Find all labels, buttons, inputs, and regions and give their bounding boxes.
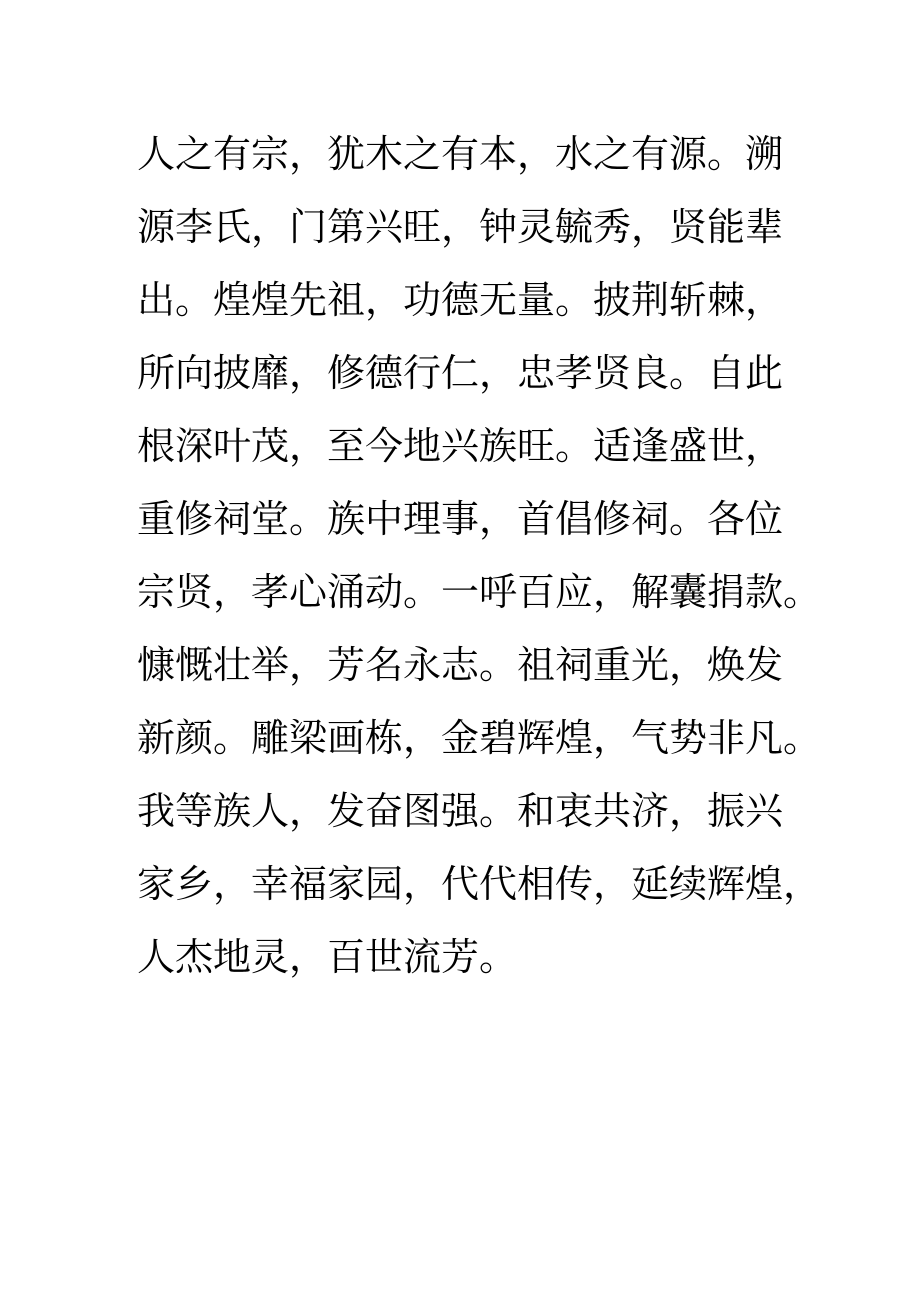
text-line: 新颜。雕梁画栋，金碧辉煌，气势非凡。 [137, 716, 822, 760]
text-line: 人之有宗，犹木之有本，水之有源。溯 [137, 132, 784, 176]
text-line: 慷慨壮举，芳名永志。祖祠重光，焕发 [137, 643, 784, 687]
text-line: 我等族人，发奋图强。和衷共济，振兴 [137, 789, 784, 833]
text-line: 重修祠堂。族中理事，首倡修祠。各位 [137, 497, 784, 541]
body-text [137, 126, 822, 1002]
text-line: 所向披靡，修德行仁，忠孝贤良。自此 [137, 351, 784, 395]
text-line: 出。煌煌先祖，功德无量。披荆斩棘， [137, 278, 784, 322]
text-line: 根深叶茂，至今地兴族旺。适逢盛世， [137, 424, 784, 468]
text-line: 宗贤，孝心涌动。一呼百应，解囊捐款。 [137, 570, 822, 614]
text-line: 人杰地灵，百世流芳。 [137, 935, 518, 979]
text-line: 源李氏，门第兴旺，钟灵毓秀，贤能辈 [137, 205, 784, 249]
text-line: 家乡，幸福家园，代代相传，延续辉煌， [137, 862, 822, 906]
